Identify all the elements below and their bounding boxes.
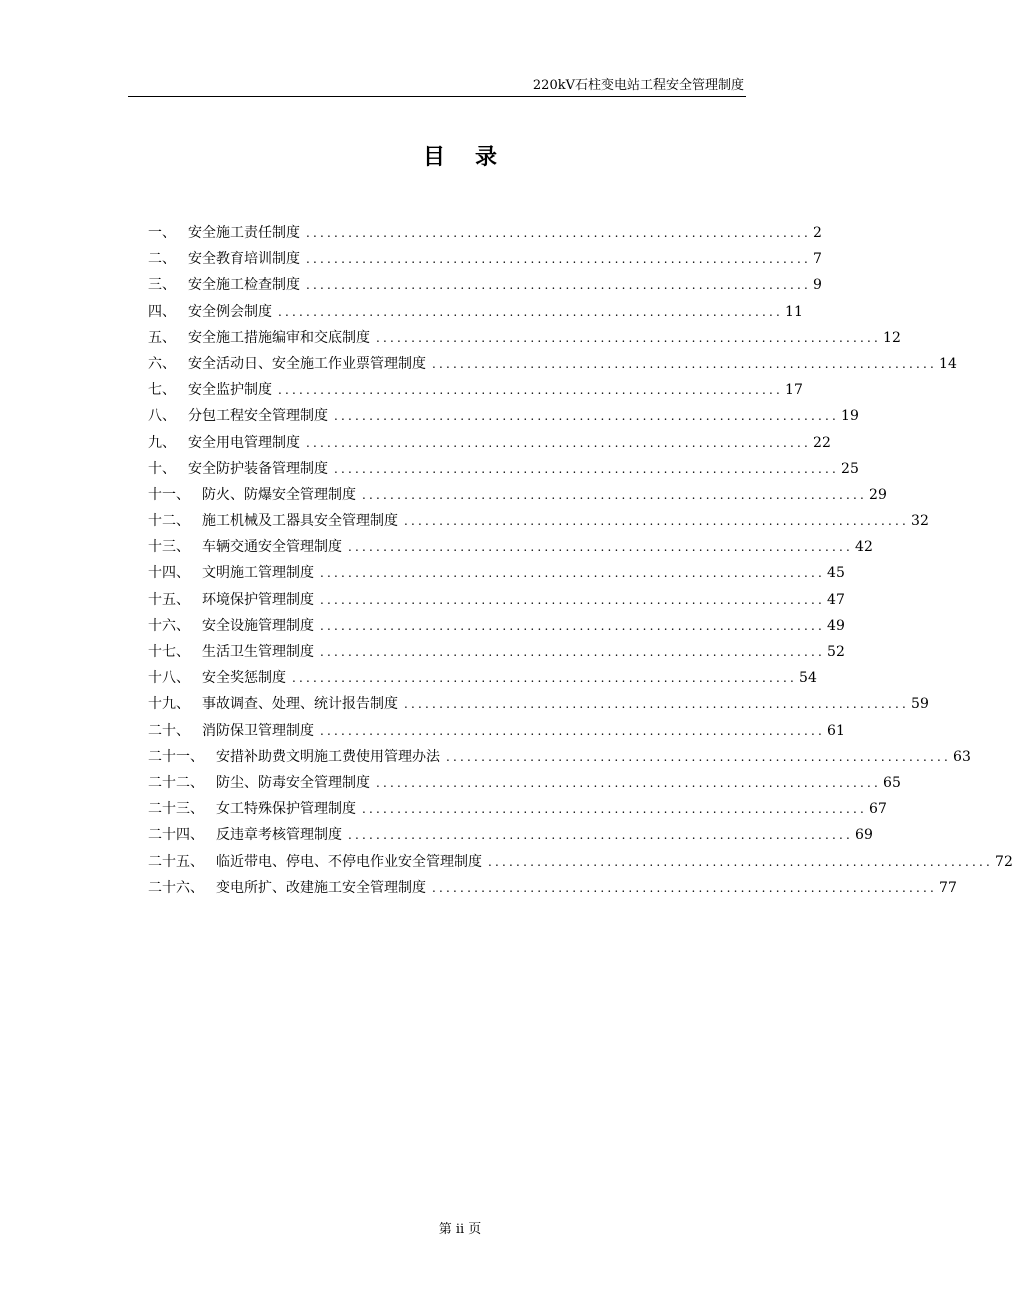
toc-dot-leader: ........................................................................ bbox=[320, 592, 826, 607]
toc-dot-leader: ........................................................................ bbox=[278, 304, 784, 319]
toc-entry-page: 11 bbox=[785, 303, 803, 320]
toc-entry-number: 十七、 bbox=[148, 644, 190, 660]
toc-dot-leader: ........................................................................ bbox=[306, 252, 812, 267]
toc-entry[interactable] bbox=[148, 772, 901, 798]
toc-entry-title: 事故调查、处理、统计报告制度 bbox=[202, 696, 398, 713]
toc-dot-leader: ........................................................................ bbox=[320, 645, 826, 659]
toc-entry-page: 14 bbox=[939, 355, 957, 372]
toc-dot-leader: ........................................................................ bbox=[404, 697, 910, 712]
toc-entry-title: 文明施工管理制度 bbox=[202, 565, 314, 582]
toc-entry-page: 72 bbox=[995, 853, 1013, 870]
toc-entry[interactable] bbox=[148, 248, 822, 274]
toc-dot-leader: ........................................................................ bbox=[348, 540, 854, 555]
toc-entry-title: 安全施工责任制度 bbox=[188, 225, 300, 241]
toc-entry-number: 十四、 bbox=[148, 565, 190, 582]
toc-entry-page: 77 bbox=[939, 879, 957, 896]
toc-entry-number: 二十二、 bbox=[148, 774, 204, 791]
toc-entry-number: 八、 bbox=[148, 408, 176, 425]
toc-dot-leader: ........................................................................ bbox=[432, 356, 938, 371]
toc-entry-number: 十二、 bbox=[148, 513, 190, 530]
toc-entry[interactable] bbox=[148, 353, 957, 379]
toc-entry-number: 二十一、 bbox=[148, 748, 204, 765]
toc-dot-leader: ........................................................................ bbox=[488, 854, 994, 869]
toc-entry-title: 安全监护制度 bbox=[188, 382, 272, 399]
toc-entry-page: 29 bbox=[869, 486, 887, 503]
toc-entry-page: 47 bbox=[827, 591, 845, 608]
toc-dot-leader: ........................................................................ bbox=[432, 880, 938, 895]
table-of-contents bbox=[148, 222, 1013, 903]
toc-entry[interactable] bbox=[148, 720, 845, 746]
toc-dot-leader: ........................................................................ bbox=[334, 409, 840, 424]
toc-dot-leader: ........................................................................ bbox=[320, 618, 826, 633]
toc-entry-number: 七、 bbox=[148, 382, 176, 399]
toc-entry[interactable] bbox=[148, 641, 845, 667]
toc-entry-title: 安全例会制度 bbox=[188, 303, 272, 320]
toc-entry-page: 52 bbox=[827, 644, 845, 660]
toc-dot-leader: ........................................................................ bbox=[320, 723, 826, 738]
toc-entry-page: 54 bbox=[799, 670, 817, 687]
toc-dot-leader: ........................................................................ bbox=[404, 514, 910, 529]
toc-dot-leader: ........................................................................ bbox=[306, 435, 812, 450]
toc-entry[interactable] bbox=[148, 484, 887, 510]
toc-dot-leader: ........................................................................ bbox=[376, 330, 882, 345]
toc-entry-title: 安全奖惩制度 bbox=[202, 670, 286, 687]
page-header bbox=[128, 76, 746, 97]
toc-entry-number: 十六、 bbox=[148, 617, 190, 634]
toc-entry-page: 7 bbox=[813, 251, 822, 268]
toc-entry[interactable] bbox=[148, 458, 859, 484]
toc-entry-page: 12 bbox=[883, 329, 901, 346]
toc-entry-title: 分包工程安全管理制度 bbox=[188, 408, 328, 425]
toc-entry-number: 十三、 bbox=[148, 539, 190, 556]
toc-entry[interactable] bbox=[148, 824, 873, 850]
toc-entry[interactable] bbox=[148, 510, 929, 536]
toc-dot-leader: ........................................................................ bbox=[278, 383, 784, 398]
toc-entry-title: 车辆交通安全管理制度 bbox=[202, 539, 342, 556]
toc-entry-page: 2 bbox=[813, 225, 822, 241]
toc-entry[interactable] bbox=[148, 667, 817, 693]
toc-entry[interactable] bbox=[148, 746, 971, 772]
toc-entry-page: 17 bbox=[785, 382, 803, 399]
toc-entry-number: 五、 bbox=[148, 329, 176, 346]
header-doc-title: 220kV石柱变电站工程安全管理制度 bbox=[532, 78, 744, 93]
toc-entry-page: 59 bbox=[911, 696, 929, 713]
toc-entry-number: 四、 bbox=[148, 303, 176, 320]
toc-dot-leader: ........................................................................ bbox=[376, 775, 882, 790]
toc-entry-page: 42 bbox=[855, 539, 873, 556]
toc-entry-page: 32 bbox=[911, 513, 929, 530]
toc-entry[interactable] bbox=[148, 877, 957, 903]
toc-entry-title: 生活卫生管理制度 bbox=[202, 644, 314, 660]
toc-entry-title: 防火、防爆安全管理制度 bbox=[202, 486, 356, 503]
toc-entry-page: 9 bbox=[813, 277, 822, 294]
toc-entry-page: 49 bbox=[827, 617, 845, 634]
toc-entry-title: 防尘、防毒安全管理制度 bbox=[216, 774, 370, 791]
toc-entry-title: 安全教育培训制度 bbox=[188, 251, 300, 268]
toc-entry-title: 安全施工措施编审和交底制度 bbox=[188, 329, 370, 346]
page-footer bbox=[0, 1218, 920, 1237]
toc-entry-page: 61 bbox=[827, 722, 845, 739]
toc-entry[interactable] bbox=[148, 432, 831, 458]
toc-dot-leader: ........................................................................ bbox=[446, 749, 952, 764]
toc-entry-page: 19 bbox=[841, 408, 859, 425]
toc-entry-number: 二十、 bbox=[148, 722, 190, 739]
toc-entry-title: 安全活动日、安全施工作业票管理制度 bbox=[188, 355, 426, 372]
toc-entry-title: 反违章考核管理制度 bbox=[216, 827, 342, 844]
toc-entry-number: 九、 bbox=[148, 434, 176, 451]
toc-entry-number: 十一、 bbox=[148, 486, 190, 503]
toc-entry-title: 环境保护管理制度 bbox=[202, 591, 314, 608]
toc-entry-page: 63 bbox=[953, 748, 971, 765]
page-title: 目录 bbox=[422, 144, 527, 170]
toc-entry-title: 变电所扩、改建施工安全管理制度 bbox=[216, 879, 426, 896]
toc-entry-page: 69 bbox=[855, 827, 873, 844]
toc-entry[interactable] bbox=[148, 301, 803, 327]
toc-entry-title: 安全设施管理制度 bbox=[202, 617, 314, 634]
toc-entry-number: 二十四、 bbox=[148, 827, 204, 844]
toc-entry[interactable] bbox=[148, 851, 1013, 877]
toc-entry-number: 一、 bbox=[148, 225, 176, 241]
toc-entry-title: 消防保卫管理制度 bbox=[202, 722, 314, 739]
toc-entry-page: 22 bbox=[813, 434, 831, 451]
toc-entry[interactable] bbox=[148, 798, 887, 824]
toc-entry[interactable] bbox=[148, 222, 822, 248]
toc-entry-title: 安全用电管理制度 bbox=[188, 434, 300, 451]
toc-dot-leader: ........................................................................ bbox=[334, 461, 840, 476]
toc-entry-title: 女工特殊保护管理制度 bbox=[216, 801, 356, 818]
toc-dot-leader: ........................................................................ bbox=[348, 828, 854, 843]
toc-entry-page: 25 bbox=[841, 460, 859, 477]
toc-entry-title: 临近带电、停电、不停电作业安全管理制度 bbox=[216, 853, 482, 870]
toc-entry-number: 六、 bbox=[148, 355, 176, 372]
toc-entry-number: 二、 bbox=[148, 251, 176, 268]
toc-entry-number: 十、 bbox=[148, 460, 176, 477]
toc-entry[interactable] bbox=[148, 327, 901, 353]
toc-entry[interactable] bbox=[148, 615, 845, 641]
toc-entry[interactable] bbox=[148, 405, 859, 431]
toc-dot-leader: ........................................................................ bbox=[292, 671, 798, 686]
toc-entry[interactable] bbox=[148, 562, 845, 588]
toc-entry-title: 安措补助费文明施工费使用管理办法 bbox=[216, 748, 440, 765]
toc-entry-page: 65 bbox=[883, 774, 901, 791]
toc-dot-leader: ........................................................................ bbox=[362, 802, 868, 817]
toc-entry-title: 安全防护装备管理制度 bbox=[188, 460, 328, 477]
toc-entry-number: 三、 bbox=[148, 277, 176, 294]
toc-entry-number: 十八、 bbox=[148, 670, 190, 687]
toc-entry[interactable] bbox=[148, 589, 845, 615]
toc-entry-number: 二十五、 bbox=[148, 853, 204, 870]
toc-dot-leader: ........................................................................ bbox=[306, 226, 812, 240]
toc-entry[interactable] bbox=[148, 536, 873, 562]
toc-entry-number: 二十六、 bbox=[148, 879, 204, 896]
toc-dot-leader: ........................................................................ bbox=[362, 487, 868, 502]
page-number: 第 ii 页 bbox=[438, 1222, 482, 1237]
toc-entry-number: 十九、 bbox=[148, 696, 190, 713]
toc-entry-title: 施工机械及工器具安全管理制度 bbox=[202, 513, 398, 530]
toc-entry[interactable] bbox=[148, 693, 929, 719]
toc-entry[interactable] bbox=[148, 379, 803, 405]
toc-entry-page: 45 bbox=[827, 565, 845, 582]
toc-entry-number: 二十三、 bbox=[148, 801, 204, 818]
toc-dot-leader: ........................................................................ bbox=[306, 278, 812, 293]
toc-entry-title: 安全施工检查制度 bbox=[188, 277, 300, 294]
toc-entry-number: 十五、 bbox=[148, 591, 190, 608]
toc-dot-leader: ........................................................................ bbox=[320, 566, 826, 581]
toc-entry[interactable] bbox=[148, 274, 822, 300]
toc-entry-page: 67 bbox=[869, 801, 887, 818]
